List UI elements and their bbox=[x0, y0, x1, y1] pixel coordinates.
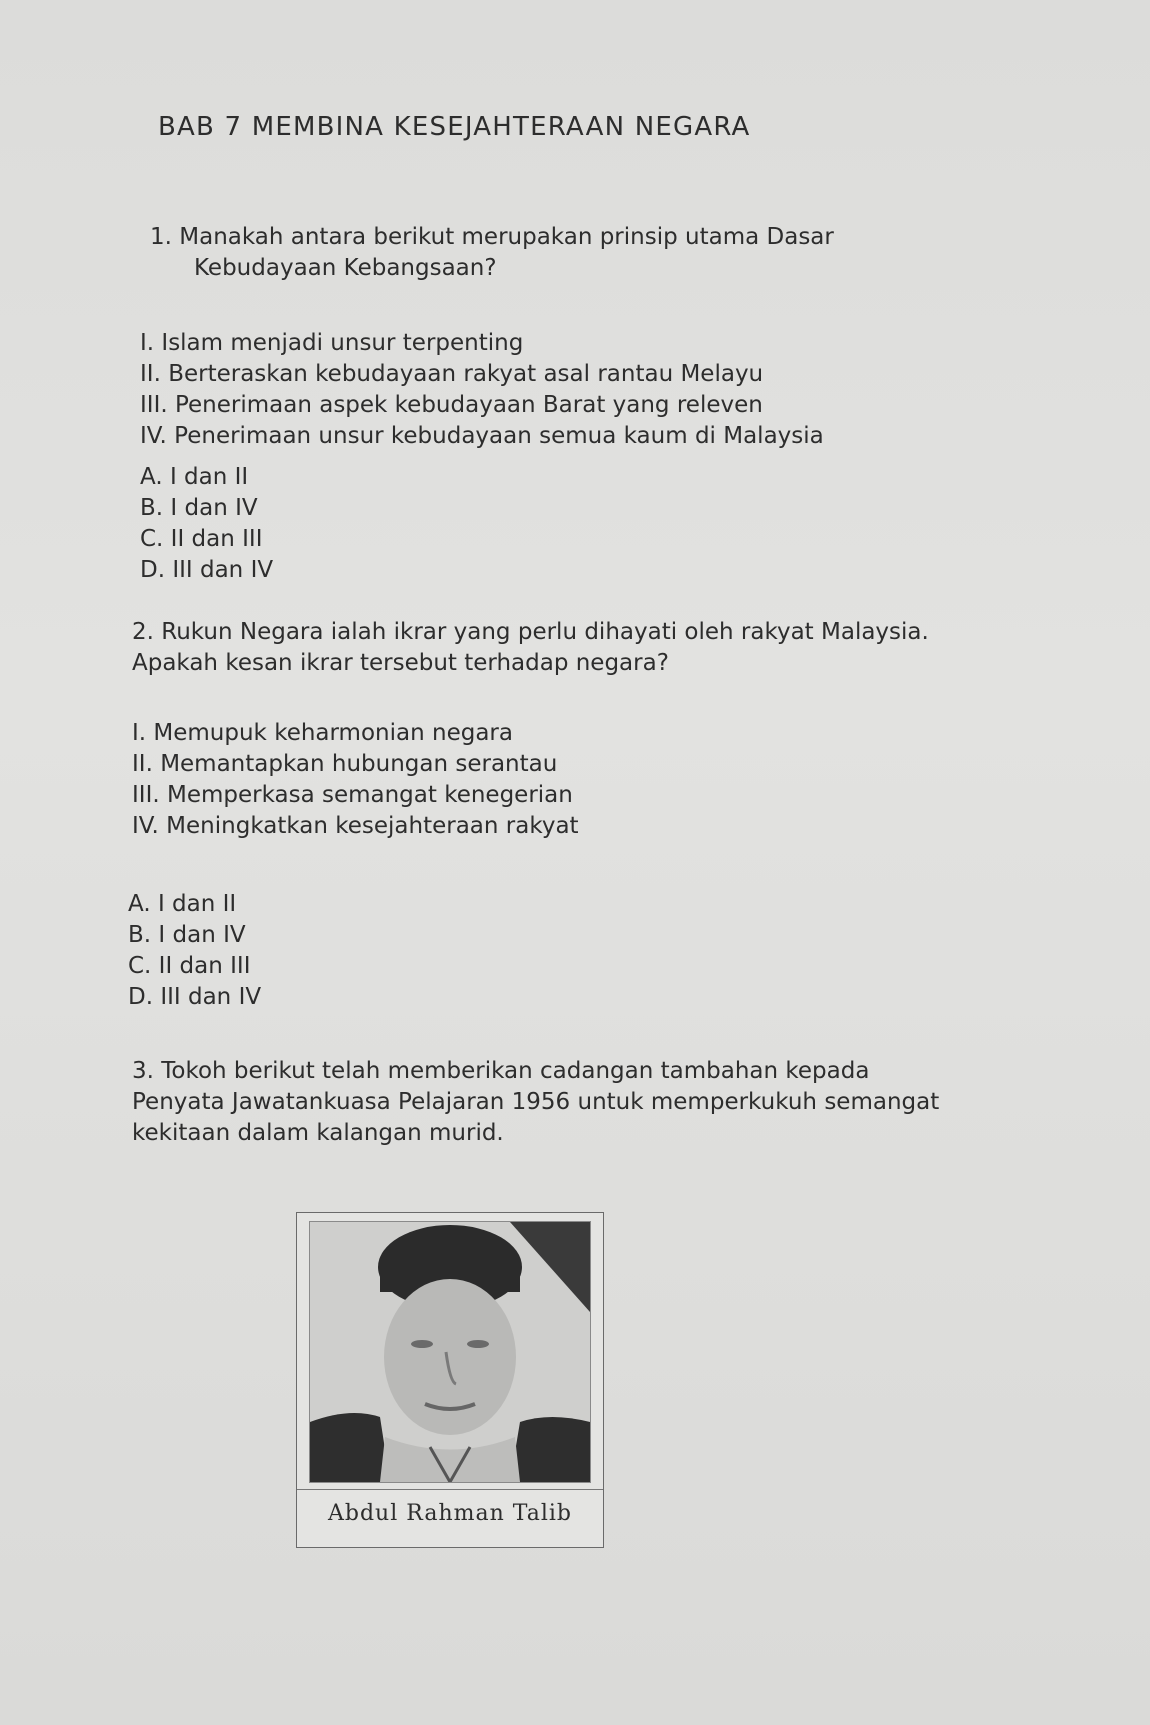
statement-item: I. Memupuk keharmonian negara bbox=[132, 720, 513, 746]
statement-item: IV. Meningkatkan kesejahteraan rakyat bbox=[132, 813, 579, 839]
question-2-stem-line: 2. Rukun Negara ialah ikrar yang perlu dihayati oleh rakyat Malaysia. bbox=[132, 619, 929, 645]
question-3-stem-line: kekitaan dalam kalangan murid. bbox=[132, 1120, 504, 1146]
statement-item: II. Berteraskan kebudayaan rakyat asal rantau Melayu bbox=[140, 361, 764, 387]
question-3-stem-line: 3. Tokoh berikut telah memberikan cadangan tambahan kepada bbox=[132, 1058, 870, 1084]
question-3-stem-line: Penyata Jawatankuasa Pelajaran 1956 untuk memperkukuh semangat bbox=[132, 1089, 940, 1115]
caption-divider bbox=[297, 1489, 603, 1490]
statement-item: I. Islam menjadi unsur terpenting bbox=[140, 330, 524, 356]
question-2-statements bbox=[132, 718, 579, 842]
answer-option-b[interactable]: B. I dan IV bbox=[140, 495, 258, 521]
question-3-stem bbox=[132, 1056, 1132, 1149]
question-2-stem-line: Apakah kesan ikrar tersebut terhadap negara? bbox=[132, 650, 669, 676]
statement-item: III. Memperkasa semangat kenegerian bbox=[132, 782, 573, 808]
answer-option-b[interactable]: B. I dan IV bbox=[128, 922, 246, 948]
statement-item: III. Penerimaan aspek kebudayaan Barat yang releven bbox=[140, 392, 763, 418]
portrait-photo bbox=[309, 1221, 591, 1483]
answer-option-a[interactable]: A. I dan II bbox=[128, 891, 237, 917]
portrait-figure bbox=[296, 1212, 604, 1548]
portrait-caption: Abdul Rahman Talib bbox=[328, 1501, 572, 1526]
question-2-stem bbox=[132, 617, 1112, 679]
question-1-stem-line: 1. Manakah antara berikut merupakan prinsip utama Dasar bbox=[150, 224, 834, 250]
portrait-illustration bbox=[310, 1222, 590, 1482]
answer-option-d[interactable]: D. III dan IV bbox=[140, 557, 274, 583]
answer-option-c[interactable]: C. II dan III bbox=[140, 526, 263, 552]
question-1-options bbox=[140, 462, 273, 586]
question-1-stem-line: Kebudayaan Kebangsaan? bbox=[194, 255, 497, 281]
question-1-stem bbox=[150, 222, 970, 284]
question-2-options bbox=[128, 889, 261, 1013]
answer-option-d[interactable]: D. III dan IV bbox=[128, 984, 262, 1010]
question-1-statements bbox=[140, 328, 824, 452]
statement-item: II. Memantapkan hubungan serantau bbox=[132, 751, 558, 777]
answer-option-c[interactable]: C. II dan III bbox=[128, 953, 251, 979]
statement-item: IV. Penerimaan unsur kebudayaan semua kaum di Malaysia bbox=[140, 423, 824, 449]
page-title: BAB 7 MEMBINA KESEJAHTERAAN NEGARA bbox=[158, 112, 751, 142]
answer-option-a[interactable]: A. I dan II bbox=[140, 464, 249, 490]
